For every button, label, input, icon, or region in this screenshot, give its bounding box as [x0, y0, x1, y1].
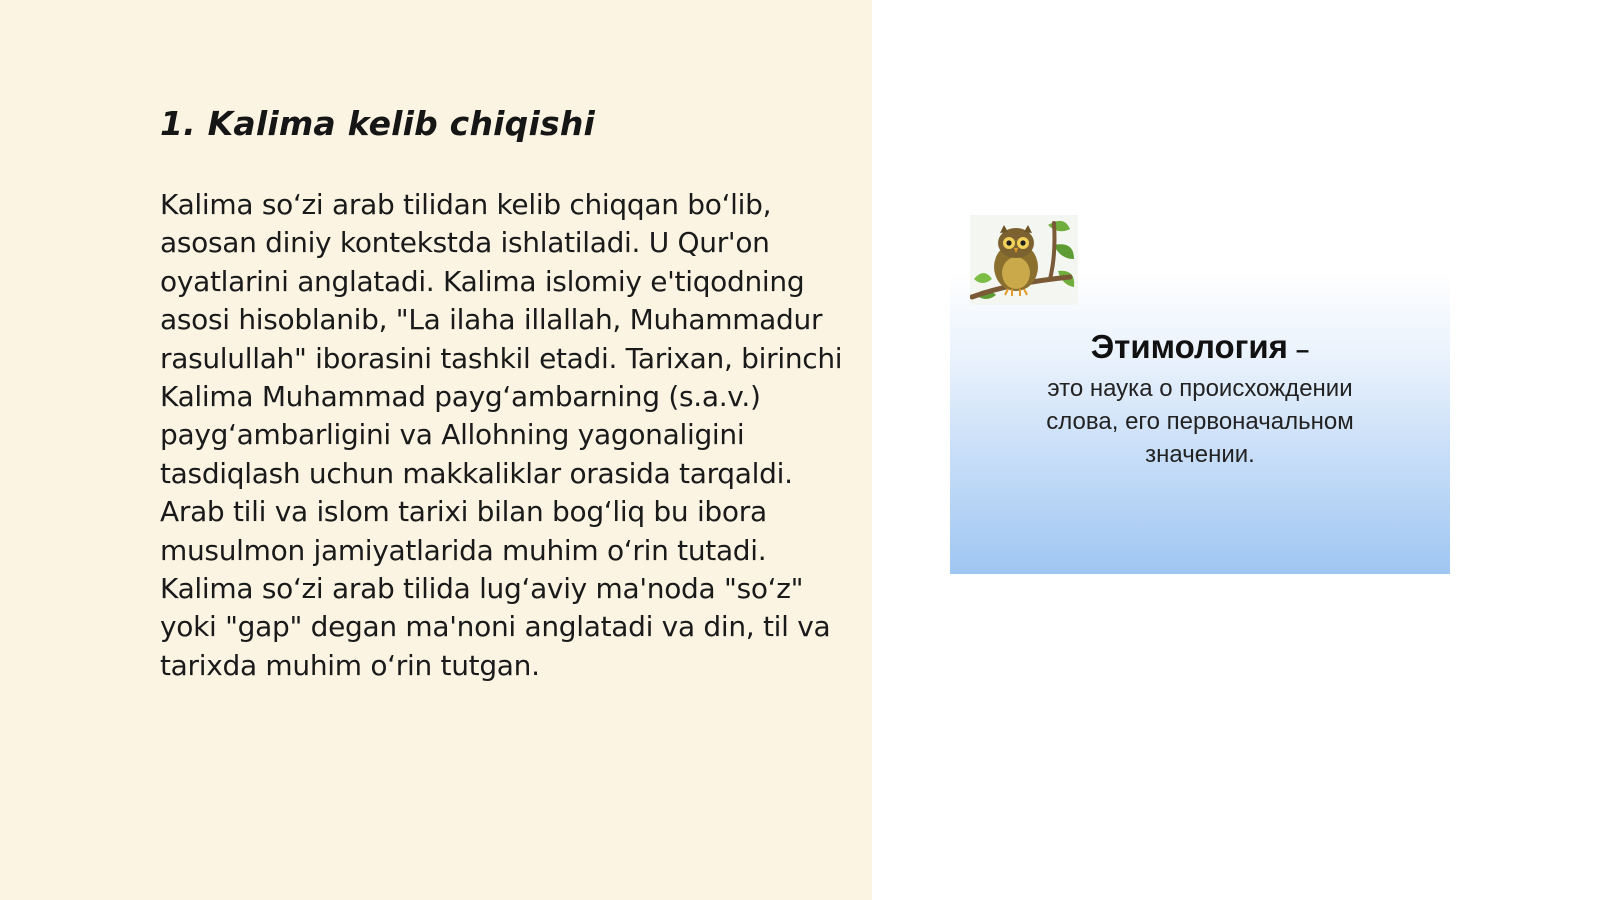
- card-definition: [950, 372, 1450, 471]
- card-definition-line: значении.: [1145, 441, 1255, 468]
- card-definition-line: это наука о происхождении: [1047, 375, 1353, 402]
- slide-title: 1. Kalima kelib chiqishi: [160, 104, 596, 143]
- card-heading-word: Этимология: [1090, 328, 1288, 365]
- card-heading-dash: –: [1295, 337, 1310, 364]
- card-heading: [950, 328, 1450, 366]
- owl-on-branch-image: [970, 215, 1078, 305]
- owl-icon: [970, 215, 1078, 305]
- card-definition-line: слова, его первоначальном: [1046, 408, 1354, 435]
- slide-body-text: Kalima so‘zi arab tilidan kelib chiqqan bo‘lib, asosan diniy kontekstda ishlatiladi. U Qur'on oyatlarini anglatadi. Kalima islomiy e'tiqodning asosi hisoblanib, "La ilaha illallah, Muhammadur rasulullah" iborasini tashkil etadi. Tarixan, birinchi Kalima Muhammad payg‘ambarning (s.a.v.) payg‘ambarligini va Allohning yagonaligini tasdiqlash uchun makkaliklar orasida tarqaldi. Arab tili va islom tarixi bilan bog‘liq bu ibora musulmon jamiyatlarida muhim o‘rin tutadi. Kalima so‘zi arab tilida lug‘aviy ma'noda "so‘z" yoki "gap" degan ma'noni anglatadi va din, til va tarixda muhim o‘rin tutgan.: [160, 188, 843, 682]
